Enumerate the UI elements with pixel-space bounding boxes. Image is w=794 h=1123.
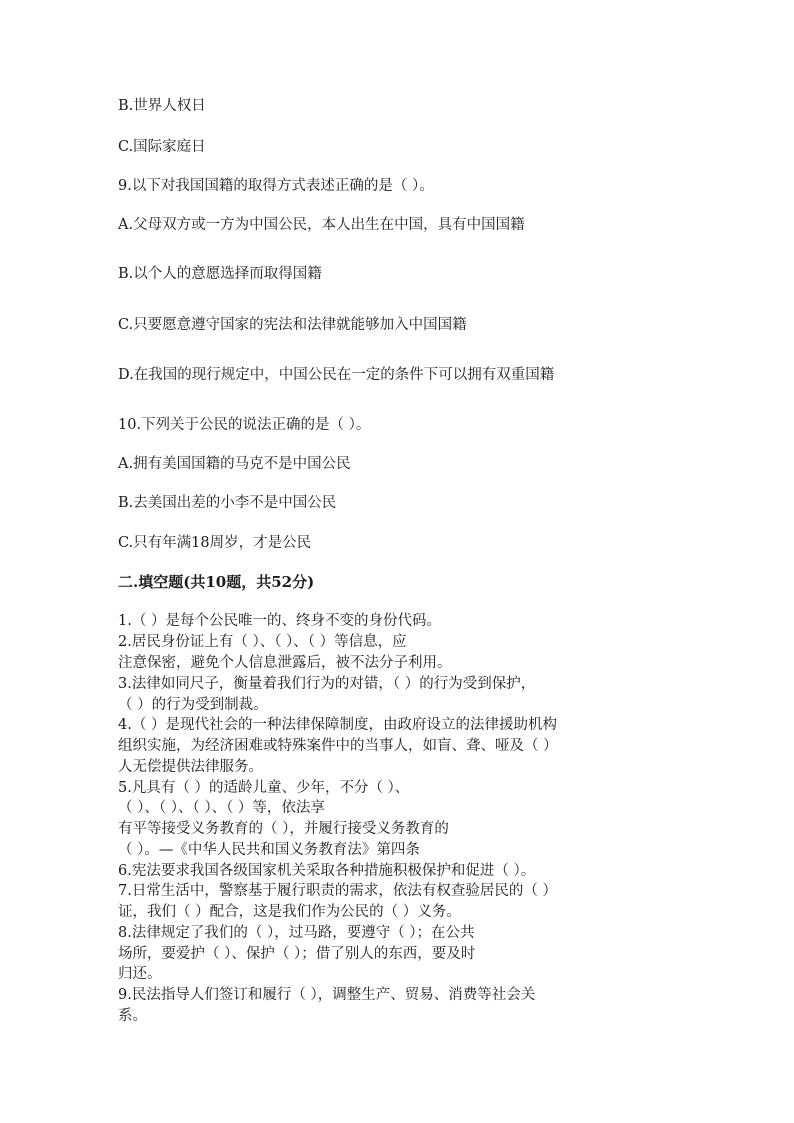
fill-line: 6.宪法要求我国各级国家机关采取各种措施积极保护和促进（ ）。 (118, 863, 536, 879)
fill-line: 场所，要爱护（ ）、保护（ ）；借了别人的东西，要及时 (118, 946, 476, 962)
q9-option-a: A.父母双方或一方为中国公民，本人出生在中国，具有中国国籍 (118, 217, 525, 233)
q10-stem: 10.下列关于公民的说法正确的是（ ）。 (118, 417, 371, 433)
fill-line: （ ）的行为受到制裁。 (118, 697, 268, 713)
fill-line: 证，我们（ ）配合，这是我们作为公民的（ ）义务。 (118, 904, 461, 920)
fill-line: 归还。 (118, 966, 162, 982)
q10-option-c: C.只有年满18周岁，才是公民 (118, 535, 312, 551)
fill-line: （ ）、（ ）、（ ）、（ ）等，依法享 (118, 800, 325, 816)
fill-line: 3.法律如同尺子，衡量着我们行为的对错，（ ）的行为受到保护， (118, 676, 536, 692)
q8-option-b: B.世界人权日 (118, 98, 206, 114)
q8-option-c: C.国际家庭日 (118, 139, 206, 155)
fill-line: 人无偿提供法律服务。 (118, 759, 263, 775)
q9-option-d: D.在我国的现行规定中，中国公民在一定的条件下可以拥有双重国籍 (118, 367, 555, 383)
fill-line: 5.凡具有（ ）的适龄儿童、少年，不分（ ）、 (118, 780, 410, 796)
q10-option-a: A.拥有美国国籍的马克不是中国公民 (118, 456, 351, 472)
fill-line: 9.民法指导人们签订和履行（ ），调整生产、贸易、消费等社会关 (118, 987, 536, 1003)
fill-line: 有平等接受义务教育的（ ），并履行接受义务教育的 (118, 821, 449, 837)
fill-line: 组织实施，为经济困难或特殊案件中的当事人，如盲、聋、哑及（ ） (118, 738, 558, 754)
q9-option-b: B.以个人的意愿选择而取得国籍 (118, 266, 322, 282)
fill-line: 1.（ ）是每个公民唯一的、终身不变的身份代码。 (118, 613, 441, 629)
fill-line: （ ）。—《中华人民共和国义务教育法》第四条 (118, 842, 420, 858)
fill-line: 4.（ ）是现代社会的一种法律保障制度，由政府设立的法律援助机构 (118, 717, 557, 733)
fill-line: 2.居民身份证上有（ ）、（ ）、（ ）等信息，应 (118, 634, 407, 650)
fill-line: 系。 (118, 1008, 147, 1024)
section-heading-fill-blank: 二.填空题(共10题，共52分) (118, 573, 315, 591)
fill-line: 注意保密，避免个人信息泄露后，被不法分子利用。 (118, 655, 452, 671)
q9-stem: 9.以下对我国国籍的取得方式表述正确的是（ ）。 (118, 178, 434, 194)
fill-line: 8.法律规定了我们的（ ），过马路，要遵守（ ）；在公共 (118, 925, 475, 941)
q9-option-c: C.只要愿意遵守国家的宪法和法律就能够加入中国国籍 (118, 317, 467, 333)
q10-option-b: B.去美国出差的小李不是中国公民 (118, 495, 337, 511)
fill-line: 7.日常生活中，警察基于履行职责的需求，依法有权查验居民的（ ） (118, 883, 557, 899)
